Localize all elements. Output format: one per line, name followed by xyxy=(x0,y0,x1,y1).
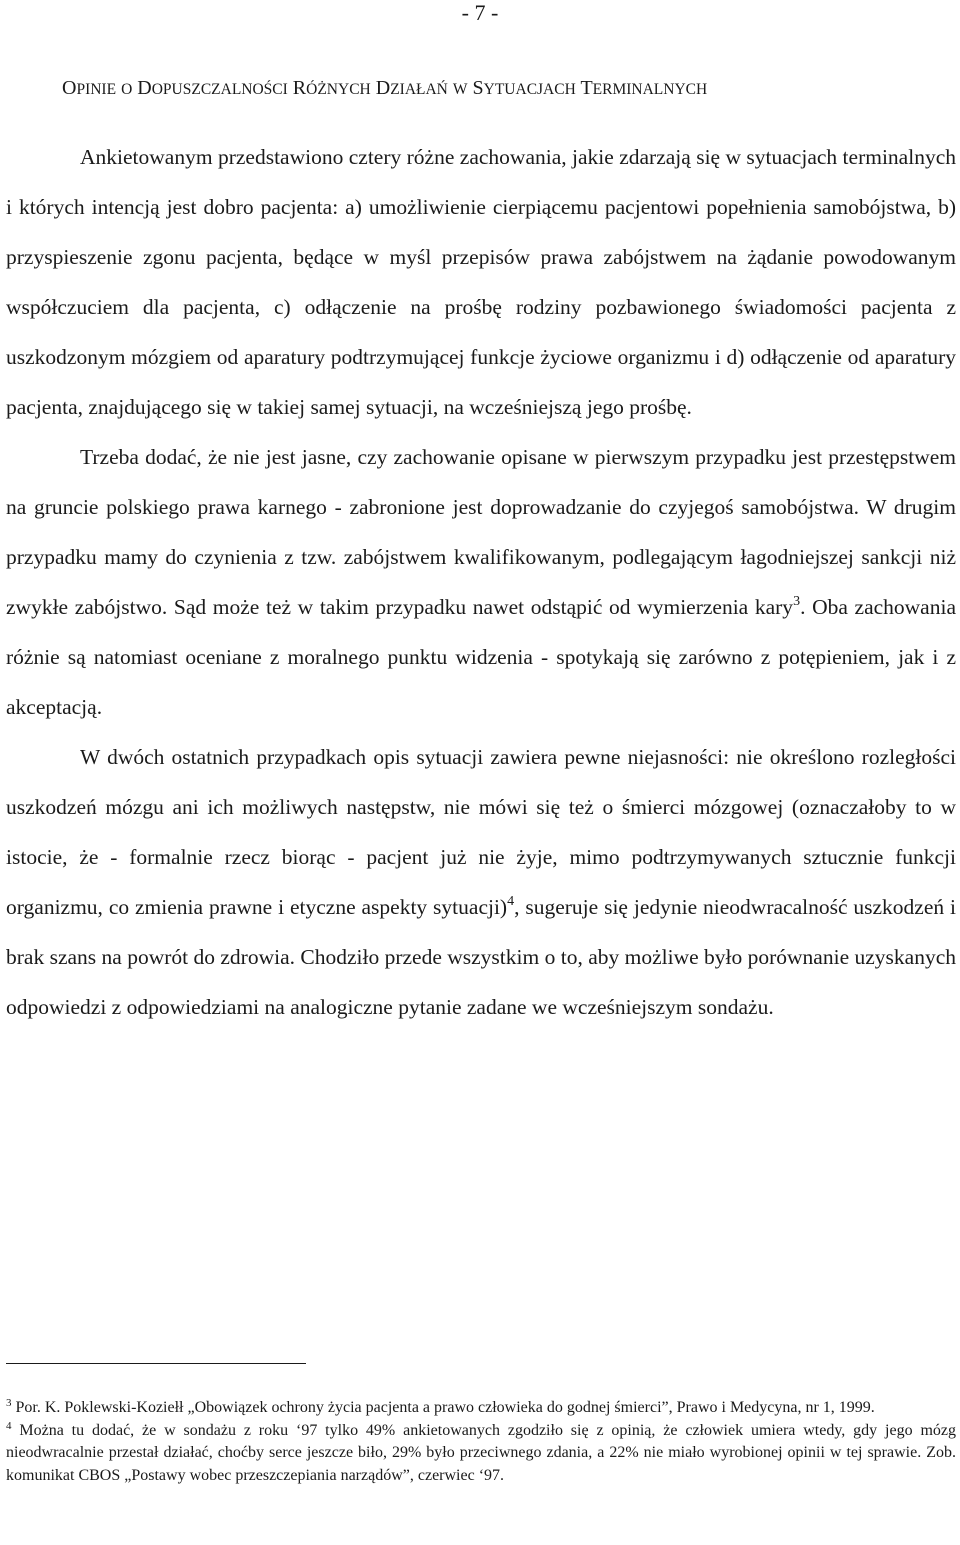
footnotes xyxy=(6,1397,956,1487)
footnote-separator xyxy=(6,1363,306,1364)
footnote-ref-4: 4 xyxy=(507,894,515,909)
footnote-4: $^4$ Można tu dodać, że w sondażu z roku ‘97 tylko 49% ankietowanych zgodziło się z opinią, że człowiek umiera wtedy, gdy jego mózg nieodwracalnie przestał działać, choćby serce jeszcze biło, 29% było przeciwnego zdania, a 22% nie miało wyrobionej opinii w tej sprawie. Zob. komunikat CBOS „Postawy wobec przeszczepiania narządów”, czerwiec ‘97. xyxy=(6,1419,956,1484)
section-heading: OPINIE O DOPUSZCZALNOŚCI RÓŻNYCH DZIAŁAŃ W SYTUACJACH TERMINALNYCH xyxy=(62,77,708,99)
paragraph-2: Trzeba dodać, że nie jest jasne, czy zachowanie opisane w pierwszym przypadku jest przestępstwem na gruncie polskiego prawa karnego - zabronione jest doprowadzanie do czyjegoś samobójstwa. W drugim przypadku mamy do czynienia z tzw. zabójstwem kwalifikowanym, podlegającym łagodniejszej sankcji niż zwykłe zabójstwo. Sąd może też w takim przypadku nawet odstąpić od wymierzenia kary$^3$. Oba zachowania różnie są natomiast oceniane z moralnego punktu widzenia - spotykają się zarówno z potępieniem, jak i z akceptacją. xyxy=(6,445,956,719)
paragraph-1: Ankietowanym przedstawiono cztery różne zachowania, jakie zdarzają się w sytuacjach terminalnych i których intencją jest dobro pacjenta: a) umożliwienie cierpiącemu pacjentowi popełnienia samobójstwa, b) przyspieszenie zgonu pacjenta, będące w myśl przepisów prawa zabójstwem na żądanie powodowanym współczuciem dla pacjenta, c) odłączenie na prośbę rodziny pozbawionego świadomości pacjenta z uszkodzonym mózgiem od aparatury podtrzymującej funkcje życiowe organizmu i d) odłączenie od aparatury pacjenta, znajdującego się w takiej samej sytuacji, na wcześniejszą jego prośbę. xyxy=(6,145,956,419)
body-text xyxy=(6,132,956,1032)
page-number: - 7 - xyxy=(461,0,499,25)
footnote-ref-3: 3 xyxy=(793,594,801,609)
footnote-3: $^3$ Por. K. Poklewski-Koziełł „Obowiązek ochrony życia pacjenta a prawo człowieka do godnej śmierci”, Prawo i Medycyna, nr 1, 1999. xyxy=(6,1397,875,1416)
paragraph-3: W dwóch ostatnich przypadkach opis sytuacji zawiera pewne niejasności: nie określono rozległości uszkodzeń mózgu ani ich możliwych następstw, nie mówi się też o śmierci mózgowej (oznaczałoby to w istocie, że - formalnie rzecz biorąc - pacjent już nie żyje, mimo podtrzymywanych sztucznie funkcji organizmu, co zmienia prawne i etyczne aspekty sytuacji)$^4$, sugeruje się jedynie nieodwracalność uszkodzeń i brak szans na powrót do zdrowia. Chodziło przede wszystkim o to, aby możliwe było porównanie uzyskanych odpowiedzi z odpowiedziami na analogiczne pytanie zadane we wcześniejszym sondażu. xyxy=(6,745,956,1019)
